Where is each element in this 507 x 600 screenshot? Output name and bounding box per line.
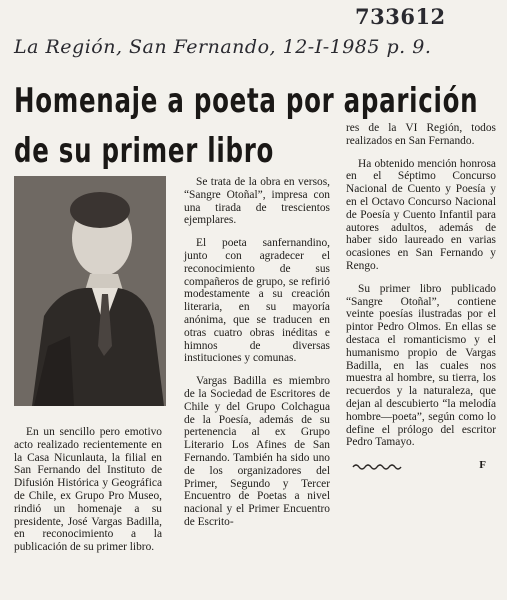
decorative-squiggle xyxy=(352,462,404,470)
article-column-2 xyxy=(184,176,330,539)
handwritten-source-note: La Región, San Fernando, 12-I-1985 p. 9. xyxy=(14,36,432,58)
paragraph: Ha obtenido mención honrosa en el Séptimo Concurso Nacional de Cuento y Poesía y en el Octavo Concurso Nacional de Poesía y Cuento Infantil para autores adultos, además de haber sido laureado en varias ocasiones en San Fernando y Rengo. xyxy=(346,157,496,272)
paragraph: El poeta sanfernandino, junto con agradecer el reconocimiento de sus compañeros de grupo, se refirió modestamente a su creación literaria, en su mayoría anónima, que se traducen en otras cuatro obras inéditas e himnos de diversas instituciones y comunas. xyxy=(184,237,330,365)
article-column-3 xyxy=(346,122,496,473)
paragraph: En un sencillo pero emotivo acto realizado recientemente en la Casa Nicunlauta, la filial en San Fernando del Instituto de Difusión Histórica y Geográfica de Chile, ex Grupo Pro Museo, rindió un homenaje a su presidente, José Vargas Badilla, en reconocimiento a la publicación de su primer libro. xyxy=(14,426,162,554)
paragraph: Su primer libro publicado “Sangre Otoñal”, contiene veinte poesías ilustradas por el pintor Pedro Olmos. En ellas se destaca el romanticismo y el humanismo propio de Vargas Badilla, en las cuales nos muestra al hombre, su tierra, los recuerdos y la naturaleza, que dejan al descubierto “la melodía hombre—poeta”, según como lo define el prólogo del escritor Pedro Tamayo. xyxy=(346,282,496,449)
article-column-1 xyxy=(14,426,162,564)
end-mark: F xyxy=(479,459,486,472)
paragraph: Vargas Badilla es miembro de la Sociedad de Escritores de Chile y del Grupo Colchagua de la Poesía, además de su pertenencia al ex Grupo Literario Los Afines de San Fernando. También ha sido uno de los organizadores del Primer, Segundo y Tercer Encuentro de Poetas a nivel nacional y el Primer Encuentro de Escrito- xyxy=(184,375,330,528)
archive-number: 733612 xyxy=(355,4,446,29)
portrait-photo xyxy=(14,176,166,406)
paragraph: res de la VI Región, todos realizados en San Fernando. xyxy=(346,122,496,147)
paragraph: Se trata de la obra en versos, “Sangre Otoñal”, impresa con una tirada de trescientos ejemplares. xyxy=(184,176,330,227)
headline-line-1: Homenaje a poeta por aparición xyxy=(14,81,479,121)
headline-line-2: de su primer libro xyxy=(14,131,275,171)
